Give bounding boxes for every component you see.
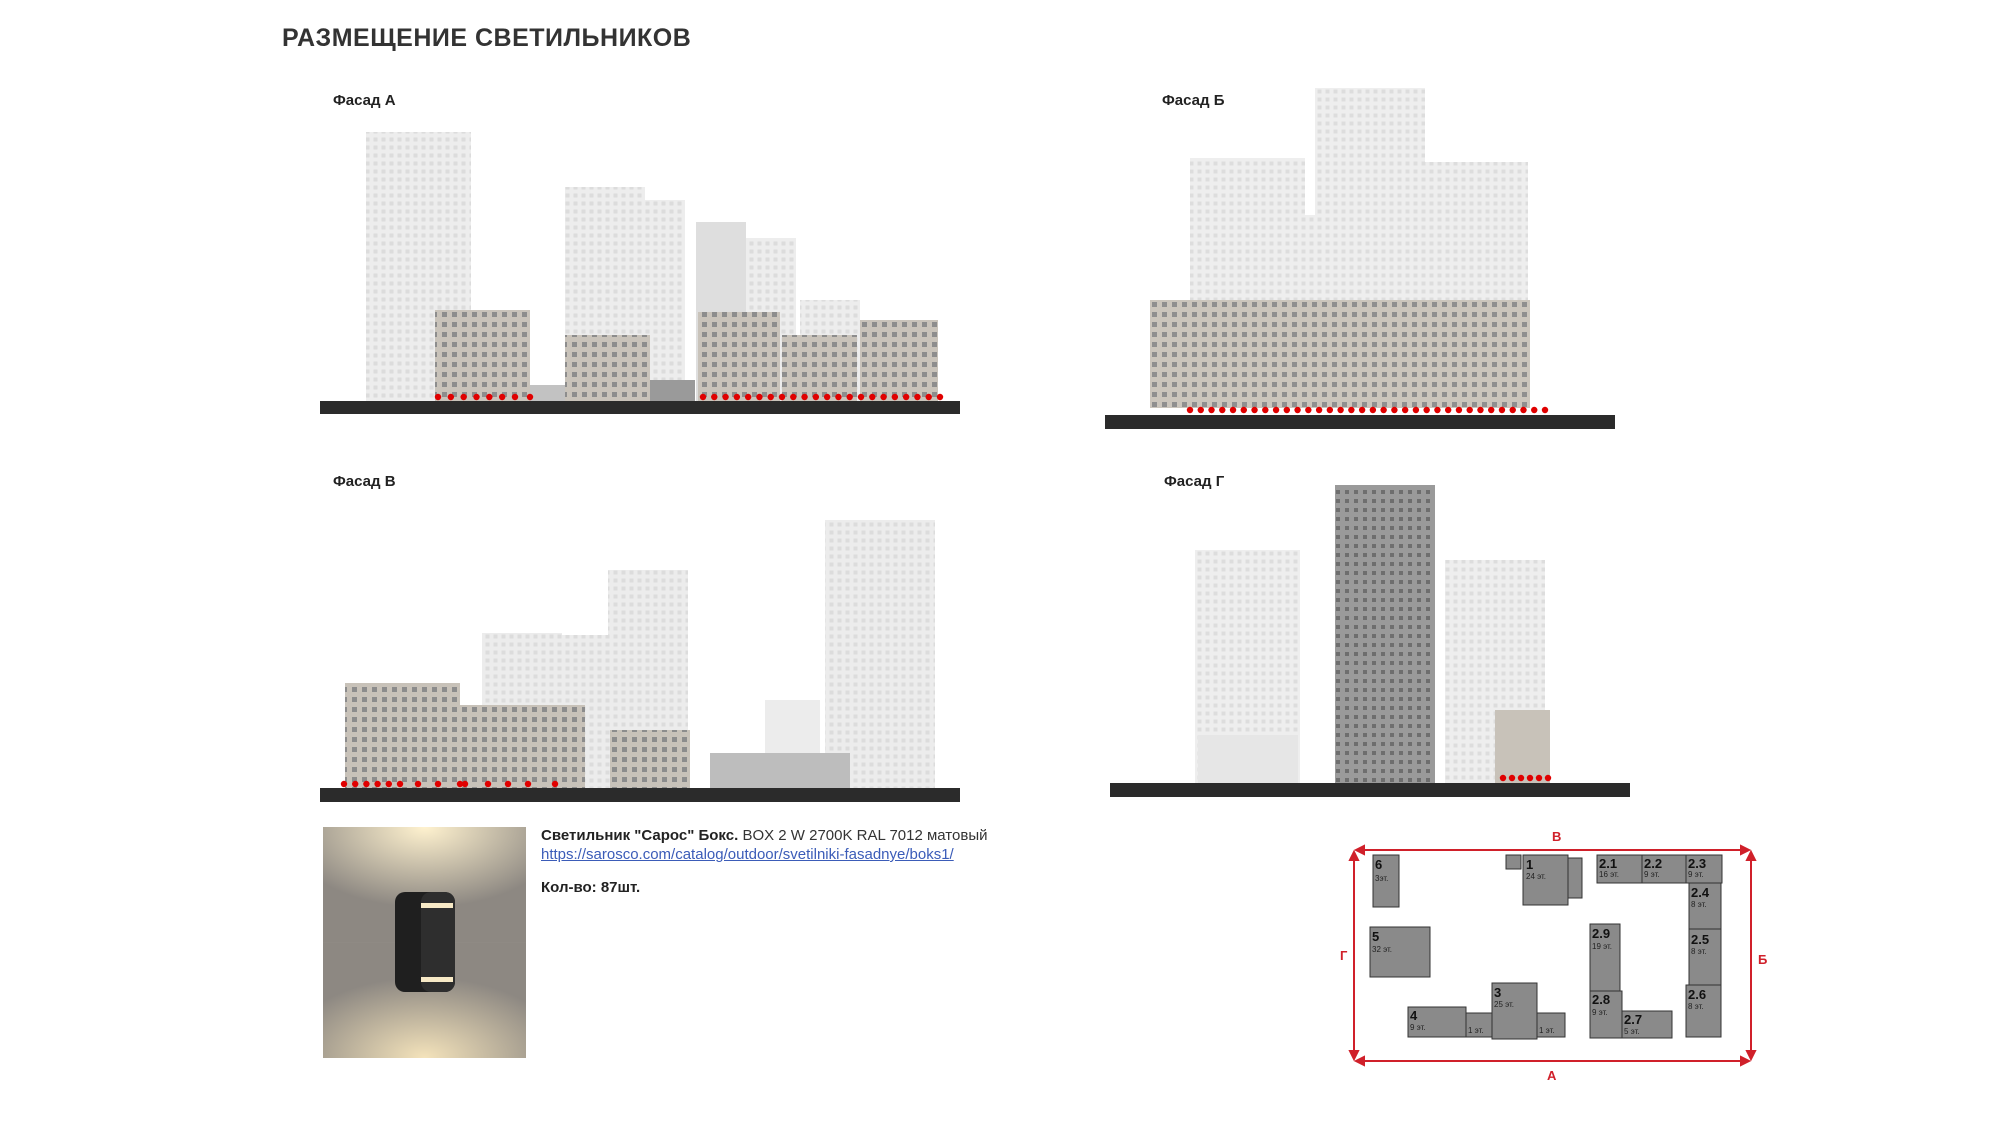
- product-quantity: Кол-во: 87шт.: [541, 879, 641, 896]
- plan-block-number: 2.1: [1599, 856, 1618, 871]
- facade-a-elevation: [300, 120, 980, 420]
- lamp-marker: [937, 394, 943, 400]
- lamp-marker: [1380, 407, 1386, 413]
- lamp-marker: [552, 781, 558, 787]
- plan-block-number: 1: [1526, 857, 1534, 872]
- plan-side-left: Г: [1340, 948, 1348, 963]
- building: [650, 380, 695, 402]
- lamp-marker: [435, 781, 441, 787]
- lamp-marker: [1208, 407, 1214, 413]
- lamp-marker: [1273, 407, 1279, 413]
- plan-block-floors: 16 эт.: [1599, 870, 1620, 879]
- lamp-marker: [374, 781, 380, 787]
- facade-g-label: Фасад Г: [1164, 473, 1225, 490]
- building: [345, 683, 460, 790]
- lamp-marker: [768, 394, 774, 400]
- lamp-marker: [352, 781, 358, 787]
- lamp-marker: [1413, 407, 1419, 413]
- product-name: Светильник "Сарос" Бокс.: [541, 827, 739, 844]
- plan-block-floors: 8 эт.: [1688, 1002, 1704, 1011]
- lamp-marker: [847, 394, 853, 400]
- lamp-marker: [1391, 407, 1397, 413]
- lamp-marker: [1499, 407, 1505, 413]
- lamp-marker: [711, 394, 717, 400]
- plan-block-floors: 9 эт.: [1644, 870, 1660, 879]
- lamp-marker: [1434, 407, 1440, 413]
- plan-block-number: 2.3: [1688, 856, 1707, 871]
- lamp-marker: [1327, 407, 1333, 413]
- lamp-marker: [386, 781, 392, 787]
- lamp-marker: [892, 394, 898, 400]
- lamp-marker: [1284, 407, 1290, 413]
- building: [435, 310, 530, 402]
- facade-g-elevation: [1100, 470, 1660, 810]
- building: [710, 753, 850, 790]
- lamp-marker: [1241, 407, 1247, 413]
- plan-block-number: 5: [1372, 929, 1380, 944]
- facade-v-elevation: [300, 505, 980, 815]
- lamp-marker: [1545, 775, 1551, 781]
- plan-block-floors: 8 эт.: [1691, 947, 1707, 956]
- lamp-marker: [1402, 407, 1408, 413]
- lamp-marker: [1520, 407, 1526, 413]
- page-title: РАЗМЕЩЕНИЕ СВЕТИЛЬНИКОВ: [282, 24, 692, 52]
- lamp-marker: [341, 781, 347, 787]
- lamp-marker: [525, 781, 531, 787]
- lamp-photo-icon: [323, 827, 526, 1058]
- lamp-marker: [1337, 407, 1343, 413]
- lamp-marker: [1316, 407, 1322, 413]
- facade-a-label: Фасад А: [333, 92, 396, 109]
- facade-b-label: Фасад Б: [1162, 92, 1225, 109]
- building: [565, 335, 650, 402]
- plan-block-number: 2.9: [1592, 926, 1611, 941]
- lamp-marker: [1477, 407, 1483, 413]
- tower-highlight: [1335, 485, 1435, 785]
- tower: [825, 520, 935, 790]
- lamp-marker: [486, 394, 492, 400]
- plan-side-top: В: [1552, 829, 1562, 844]
- plan-block-number: 6: [1375, 857, 1383, 872]
- plan-side-bottom: А: [1547, 1068, 1557, 1080]
- building: [860, 320, 938, 402]
- plan-block-floors: 1 эт.: [1468, 1026, 1484, 1035]
- lamp-marker: [1445, 407, 1451, 413]
- plan-block-floors: 9 эт.: [1592, 1008, 1608, 1017]
- plan-block-floors: 3эт.: [1375, 874, 1389, 883]
- building: [1495, 710, 1550, 785]
- plan-block-floors: 32 эт.: [1372, 945, 1393, 954]
- lamp-marker: [1219, 407, 1225, 413]
- lamp-marker: [448, 394, 454, 400]
- lamp-marker: [1536, 775, 1542, 781]
- lamp-marker: [1488, 407, 1494, 413]
- lamp-marker: [1305, 407, 1311, 413]
- lamp-marker: [1531, 407, 1537, 413]
- lamp-marker: [1527, 775, 1533, 781]
- ground-line: [320, 401, 960, 414]
- lamp-marker: [435, 394, 441, 400]
- lamp-marker: [1187, 407, 1193, 413]
- lamp-marker: [756, 394, 762, 400]
- lamp-marker: [1370, 407, 1376, 413]
- plan-block-number: 2.7: [1624, 1012, 1643, 1027]
- lamp-marker: [499, 394, 505, 400]
- lamp-marker: [745, 394, 751, 400]
- lamp-marker: [1423, 407, 1429, 413]
- lamp-marker: [460, 394, 466, 400]
- lamp-marker: [779, 394, 785, 400]
- building: [1198, 735, 1298, 785]
- lamp-marker: [734, 394, 740, 400]
- plan-side-right: Б: [1758, 952, 1768, 967]
- ground-line: [1110, 783, 1630, 797]
- building: [530, 385, 565, 402]
- lamp-marker: [1251, 407, 1257, 413]
- lamp-marker: [1466, 407, 1472, 413]
- ground-line: [320, 788, 960, 802]
- lamp-marker: [813, 394, 819, 400]
- lamp-marker: [1510, 407, 1516, 413]
- product-spec: BOX 2 W 2700K RAL 7012 матовый: [742, 827, 988, 844]
- ground-line: [1105, 415, 1615, 429]
- lamp-marker: [415, 781, 421, 787]
- lamp-marker: [1456, 407, 1462, 413]
- lamp-marker: [473, 394, 479, 400]
- lamp-marker: [1230, 407, 1236, 413]
- plan-block-floors: 9 эт.: [1688, 870, 1704, 879]
- building: [698, 312, 780, 402]
- lamp-marker: [801, 394, 807, 400]
- lamp-marker: [1359, 407, 1365, 413]
- lamp-marker: [1294, 407, 1300, 413]
- lamp-marker: [869, 394, 875, 400]
- plan-block-floors: 9 эт.: [1410, 1023, 1426, 1032]
- product-description: [541, 826, 1061, 864]
- lamp-marker: [1262, 407, 1268, 413]
- plan-block-floors: 25 эт.: [1494, 1000, 1515, 1009]
- product-link[interactable]: https://sarosco.com/catalog/outdoor/svetilniki-fasadnye/boks1/: [541, 846, 954, 863]
- plan-block-number: 4: [1410, 1008, 1418, 1023]
- lamp-marker: [1500, 775, 1506, 781]
- lamp-marker: [1518, 775, 1524, 781]
- plan-block-floors: 8 эт.: [1691, 900, 1707, 909]
- plan-block-floors: 1 эт.: [1539, 1026, 1555, 1035]
- building: [610, 730, 690, 790]
- facade-b-elevation: [1100, 80, 1660, 440]
- lamp-marker: [1198, 407, 1204, 413]
- lamp-marker: [457, 781, 463, 787]
- lamp-marker: [505, 781, 511, 787]
- lamp-marker: [926, 394, 932, 400]
- lamp-marker: [824, 394, 830, 400]
- lamp-marker: [1542, 407, 1548, 413]
- lamp-marker: [914, 394, 920, 400]
- plan-block-annex: [1568, 858, 1582, 898]
- plan-block-number: 2.4: [1691, 885, 1710, 900]
- lamp-marker: [512, 394, 518, 400]
- site-plan: [1340, 828, 1770, 1080]
- building: [1150, 300, 1530, 408]
- lamp-marker: [1509, 775, 1515, 781]
- lamp-marker: [1348, 407, 1354, 413]
- lamp-marker: [363, 781, 369, 787]
- plan-block-number: 3: [1494, 985, 1502, 1000]
- lamp-marker: [880, 394, 886, 400]
- lamp-marker: [485, 781, 491, 787]
- plan-block-number: 2.5: [1691, 932, 1710, 947]
- lamp-marker: [722, 394, 728, 400]
- plan-block-floors: 5 эт.: [1624, 1027, 1640, 1036]
- plan-block-number: 2.2: [1644, 856, 1663, 871]
- plan-block-floors: 24 эт.: [1526, 872, 1547, 881]
- lamp-marker: [790, 394, 796, 400]
- lamp-marker: [835, 394, 841, 400]
- lamp-marker: [903, 394, 909, 400]
- building: [782, 335, 857, 402]
- facade-v-label: Фасад В: [333, 473, 396, 490]
- plan-block-annex: [1506, 855, 1521, 869]
- lamp-marker: [700, 394, 706, 400]
- plan-block-number: 2.6: [1688, 987, 1707, 1002]
- lamp-marker: [397, 781, 403, 787]
- lamp-marker: [858, 394, 864, 400]
- plan-block-number: 2.8: [1592, 992, 1611, 1007]
- building: [460, 705, 585, 790]
- lamp-marker: [527, 394, 533, 400]
- plan-block-floors: 19 эт.: [1592, 942, 1613, 951]
